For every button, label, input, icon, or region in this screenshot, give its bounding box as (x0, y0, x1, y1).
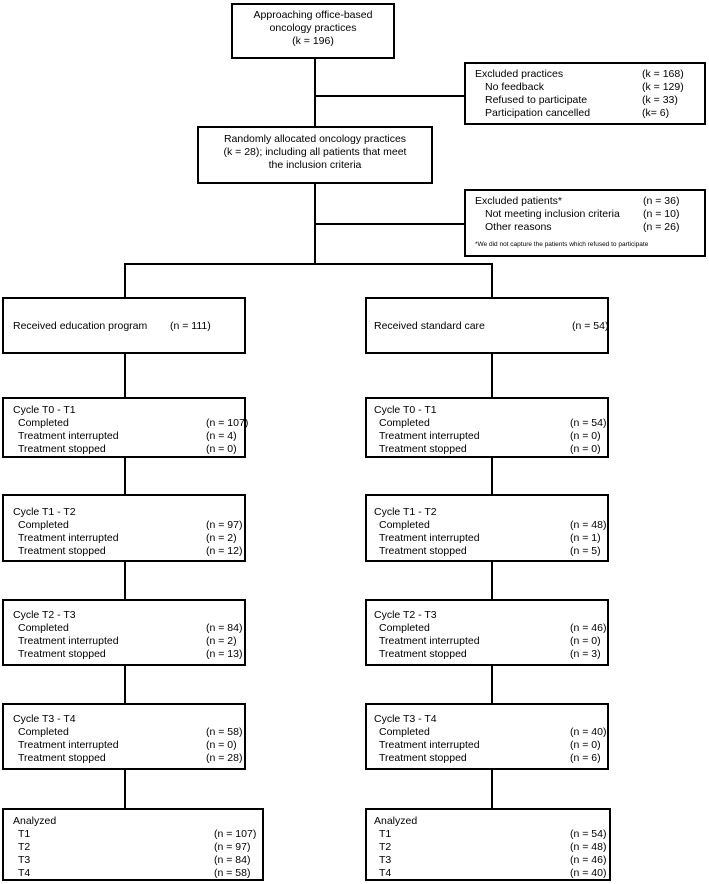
excluded-patients-total: (n = 36) (643, 195, 680, 207)
excluded-patients-box (464, 189, 706, 257)
approach-box (231, 3, 395, 59)
cycle-row-label: Completed (379, 519, 430, 531)
connector-line (124, 457, 126, 495)
cycle-box (2, 599, 246, 666)
cycle-row-label: Completed (18, 726, 69, 738)
connector-line (491, 561, 493, 600)
cycle-title: Cycle T3 - T4 (374, 713, 437, 725)
cycle-row-label: Completed (379, 726, 430, 738)
cycle-title: Cycle T2 - T3 (374, 609, 437, 621)
cycle-row-label: Treatment stopped (379, 752, 467, 764)
approach-line-3: (k = 196) (292, 35, 334, 47)
analyzed-row-label: T4 (18, 867, 31, 879)
excluded-reason-count: (k = 33) (642, 94, 678, 106)
analyzed-title: Analyzed (374, 815, 418, 827)
connector-line (124, 665, 126, 704)
analyzed-row-label: T3 (379, 854, 392, 866)
cycle-row-count: (n = 1) (570, 532, 601, 544)
cycle-row-count: (n = 0) (206, 739, 237, 751)
randomized-line-1: Randomly allocated oncology practices (223, 133, 407, 145)
cycle-row-label: Treatment interrupted (18, 739, 119, 751)
cycle-title: Cycle T1 - T2 (13, 506, 76, 518)
analyzed-row-label: T3 (18, 854, 31, 866)
connector-line (491, 353, 493, 398)
cycle-row-count: (n = 2) (206, 532, 237, 544)
cycle-row-count: (n = 5) (570, 545, 601, 557)
approach-line-1: Approaching office-based (253, 9, 373, 21)
cycle-row-label: Treatment stopped (379, 443, 467, 455)
arm-label: Received standard care (374, 320, 485, 332)
cycle-row-label: Completed (18, 622, 69, 634)
cycle-title: Cycle T0 - T1 (13, 404, 76, 416)
cycle-row-label: Completed (18, 519, 69, 531)
excluded-reason-count: (k = 129) (642, 81, 684, 93)
cycle-row-count: (n = 97) (206, 519, 243, 531)
cycle-row-label: Treatment stopped (18, 752, 106, 764)
excluded-patient-reason-count: (n = 26) (643, 221, 680, 233)
connector-line (124, 353, 126, 398)
analyzed-row-count: (n = 54) (570, 828, 607, 840)
cycle-row-count: (n = 0) (206, 443, 237, 455)
connector-line (491, 665, 493, 704)
cycle-row-count: (n = 54) (570, 417, 607, 429)
cycle-row-label: Treatment interrupted (18, 430, 119, 442)
cycle-row-count: (n = 107) (206, 417, 249, 429)
connector-line (314, 223, 464, 225)
arm-count: (n = 54) (572, 320, 609, 332)
analyzed-box (2, 808, 264, 881)
analyzed-row-count: (n = 84) (214, 854, 251, 866)
analyzed-row-count: (n = 40) (570, 867, 607, 879)
connector-line (314, 95, 464, 97)
connector-line (124, 769, 126, 809)
cycle-row-label: Completed (379, 417, 430, 429)
cycle-box (2, 494, 246, 562)
arm-label: Received education program (13, 320, 148, 332)
excluded-patient-reason-label: Other reasons (485, 221, 552, 233)
approach-line-2: oncology practices (269, 22, 357, 34)
cycle-row-label: Treatment stopped (379, 648, 467, 660)
cycle-row-count: (n = 4) (206, 430, 237, 442)
cycle-row-count: (n = 84) (206, 622, 243, 634)
cycle-row-label: Treatment interrupted (379, 739, 480, 751)
cycle-row-count: (n = 12) (206, 545, 243, 557)
arm-box-standard (365, 297, 609, 354)
cycle-row-label: Treatment interrupted (379, 430, 480, 442)
cycle-row-count: (n = 3) (570, 648, 601, 660)
cycle-row-count: (n = 13) (206, 648, 243, 660)
randomized-line-3: the inclusion criteria (268, 159, 362, 171)
connector-line (491, 769, 493, 809)
cycle-row-count: (n = 2) (206, 635, 237, 647)
connector-line (124, 561, 126, 600)
excluded-practices-title: Excluded practices (475, 68, 564, 80)
analyzed-row-label: T1 (18, 828, 31, 840)
excluded-patient-reason-label: Not meeting inclusion criteria (485, 208, 620, 220)
cycle-row-count: (n = 48) (570, 519, 607, 531)
analyzed-row-label: T2 (18, 841, 31, 853)
excluded-reason-label: Participation cancelled (485, 107, 591, 119)
cycle-row-count: (n = 58) (206, 726, 243, 738)
cycle-row-count: (n = 0) (570, 430, 601, 442)
cycle-row-label: Treatment interrupted (18, 532, 119, 544)
randomized-line-2: (k = 28); including all patients that meet (223, 146, 407, 158)
cycle-row-label: Treatment interrupted (379, 635, 480, 647)
cycle-row-count: (n = 0) (570, 443, 601, 455)
analyzed-row-label: T1 (379, 828, 392, 840)
cycle-box (365, 599, 609, 666)
cycle-row-label: Completed (18, 417, 69, 429)
cycle-box (2, 397, 249, 458)
connector-line (491, 457, 493, 495)
cycle-title: Cycle T1 - T2 (374, 506, 437, 518)
analyzed-title: Analyzed (13, 815, 57, 827)
analyzed-row-count: (n = 58) (214, 867, 251, 879)
excluded-practices-total: (k = 168) (642, 68, 684, 80)
cycle-title: Cycle T0 - T1 (374, 404, 437, 416)
cycle-title: Cycle T3 - T4 (13, 713, 76, 725)
cycle-row-count: (n = 46) (570, 622, 607, 634)
cycle-row-label: Treatment stopped (18, 545, 106, 557)
analyzed-row-count: (n = 97) (214, 841, 251, 853)
cycle-box (365, 494, 609, 562)
excluded-reason-label: Refused to participate (485, 94, 588, 106)
cycle-box (365, 397, 609, 458)
connector-line (124, 263, 126, 298)
cycle-box (2, 703, 246, 770)
cycle-row-label: Treatment stopped (18, 648, 106, 660)
excluded-patients-title: Excluded patients* (475, 195, 562, 207)
connector-line (491, 263, 493, 298)
analyzed-box (365, 808, 611, 881)
cycle-row-label: Treatment stopped (18, 443, 106, 455)
cycle-box (365, 703, 609, 770)
excluded-patient-reason-count: (n = 10) (643, 208, 680, 220)
cycle-row-count: (n = 40) (570, 726, 607, 738)
connector-line (314, 58, 316, 127)
randomized-box (197, 126, 433, 184)
analyzed-row-count: (n = 46) (570, 854, 607, 866)
arm-box-education (2, 297, 246, 354)
cycle-row-count: (n = 0) (570, 635, 601, 647)
excluded-reason-label: No feedback (485, 81, 544, 93)
excluded-patients-footnote: *We did not capture the patients which refused to participate (475, 241, 649, 248)
analyzed-row-count: (n = 48) (570, 841, 607, 853)
excluded-reason-count: (k= 6) (642, 107, 670, 119)
cycle-row-label: Completed (379, 622, 430, 634)
cycle-row-count: (n = 28) (206, 752, 243, 764)
cycle-title: Cycle T2 - T3 (13, 609, 76, 621)
cycle-row-label: Treatment interrupted (18, 635, 119, 647)
excluded-practices-box (464, 62, 706, 125)
arm-count: (n = 111) (170, 320, 211, 332)
connector-line (124, 263, 493, 265)
cycle-row-count: (n = 6) (570, 752, 601, 764)
cycle-row-label: Treatment stopped (379, 545, 467, 557)
cycle-row-label: Treatment interrupted (379, 532, 480, 544)
analyzed-row-count: (n = 107) (214, 828, 257, 840)
analyzed-row-label: T4 (379, 867, 392, 879)
cycle-row-count: (n = 0) (570, 739, 601, 751)
analyzed-row-label: T2 (379, 841, 392, 853)
